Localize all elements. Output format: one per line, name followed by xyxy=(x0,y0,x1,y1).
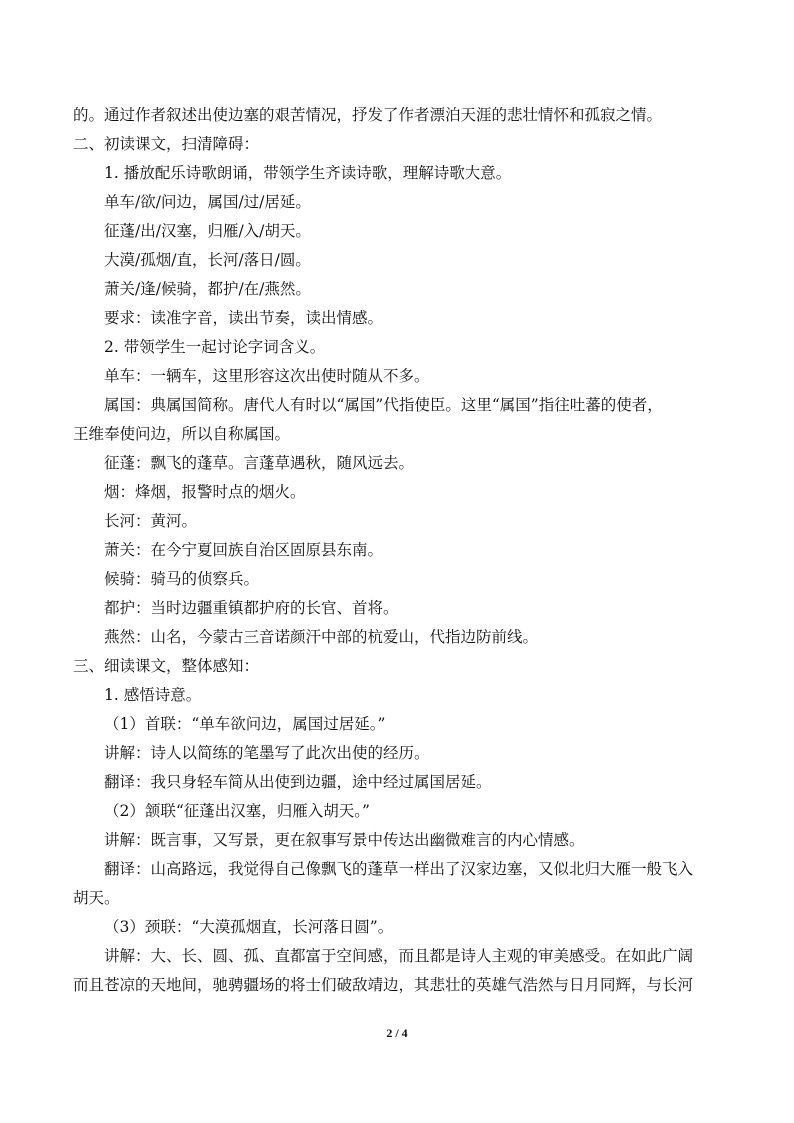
page-number: 2 / 4 xyxy=(386,1026,408,1040)
line-14: 烟：烽烟，报警时点的烟火。 xyxy=(104,483,306,501)
line-30: 讲解：大、长、圆、孤、直都富于空间感，而且都是诗人主观的审美感受。在如此广阔 xyxy=(104,947,694,965)
line-18: 都护：当时边疆重镇都护府的长官、首将。 xyxy=(104,599,399,617)
line-23: 讲解：诗人以简练的笔墨写了此次出使的经历。 xyxy=(104,744,430,762)
section-heading-2: 二、初读课文，扫清障碍： xyxy=(73,135,260,153)
line-11: 属国：典属国简称。唐代人有时以“属国”代指使臣。这里“属国”指往吐蕃的使者， xyxy=(104,396,663,414)
line-12: 王维奉使问边，所以自称属国。 xyxy=(73,425,291,443)
line-26: 讲解：既言事，又写景，更在叙事写景中传达出幽微难言的内心情感。 xyxy=(104,831,585,849)
line-6: 大漠/孤烟/直，长河/落日/圆。 xyxy=(104,251,311,269)
line-28: 胡天。 xyxy=(73,889,120,907)
line-10: 单车：一辆车，这里形容这次出使时随从不多。 xyxy=(104,367,430,385)
line-5: 征蓬/出/汉塞，归雁/入/胡天。 xyxy=(104,222,311,240)
line-31: 而且苍凉的天地间，驰骋疆场的将士们破敌靖边，其悲壮的英雄气浩然与日月同辉，与长河 xyxy=(73,976,694,994)
line-24: 翻译：我只身轻车简从出使到边疆，途中经过属国居延。 xyxy=(104,773,492,791)
line-7: 萧关/逢/候骑，都护/在/燕然。 xyxy=(104,280,311,298)
line-8: 要求：读准字音，读出节奏，读出情感。 xyxy=(104,309,384,327)
section-heading-3: 三、细读课文，整体感知： xyxy=(73,657,260,675)
line-21: 1. 感悟诗意。 xyxy=(104,686,202,704)
line-22: （1）首联：“单车欲问边，属国过居延。” xyxy=(104,715,386,733)
line-13: 征蓬：飘飞的蓬草。言蓬草遇秋，随风远去。 xyxy=(104,454,415,472)
line-16: 萧关：在今宁夏回族自治区固原县东南。 xyxy=(104,541,384,559)
line-4: 单车/欲/问边，属国/过/居延。 xyxy=(104,193,311,211)
line-3: 1. 播放配乐诗歌朗诵，带领学生齐读诗歌，理解诗歌大意。 xyxy=(104,164,512,182)
line-17: 候骑：骑马的侦察兵。 xyxy=(104,570,260,588)
line-19: 燕然：山名，今蒙古三音诺颜汗中部的杭爱山，代指边防前线。 xyxy=(104,628,539,646)
line-25: （2）颔联“征蓬出汉塞，归雁入胡天。” xyxy=(104,802,370,820)
line-15: 长河：黄河。 xyxy=(104,512,198,530)
line-29: （3）颈联：“大漠孤烟直，长河落日圆”。 xyxy=(104,918,394,936)
line-9: 2. 带领学生一起讨论字词含义。 xyxy=(104,338,326,356)
line-1: 的。通过作者叙述出使边塞的艰苦情况，抒发了作者漂泊天涯的悲壮情怀和孤寂之情。 xyxy=(73,106,663,124)
line-27: 翻译：山高路远，我觉得自己像飘飞的蓬草一样出了汉家边塞，又似北归大雁一般飞入 xyxy=(104,860,694,878)
